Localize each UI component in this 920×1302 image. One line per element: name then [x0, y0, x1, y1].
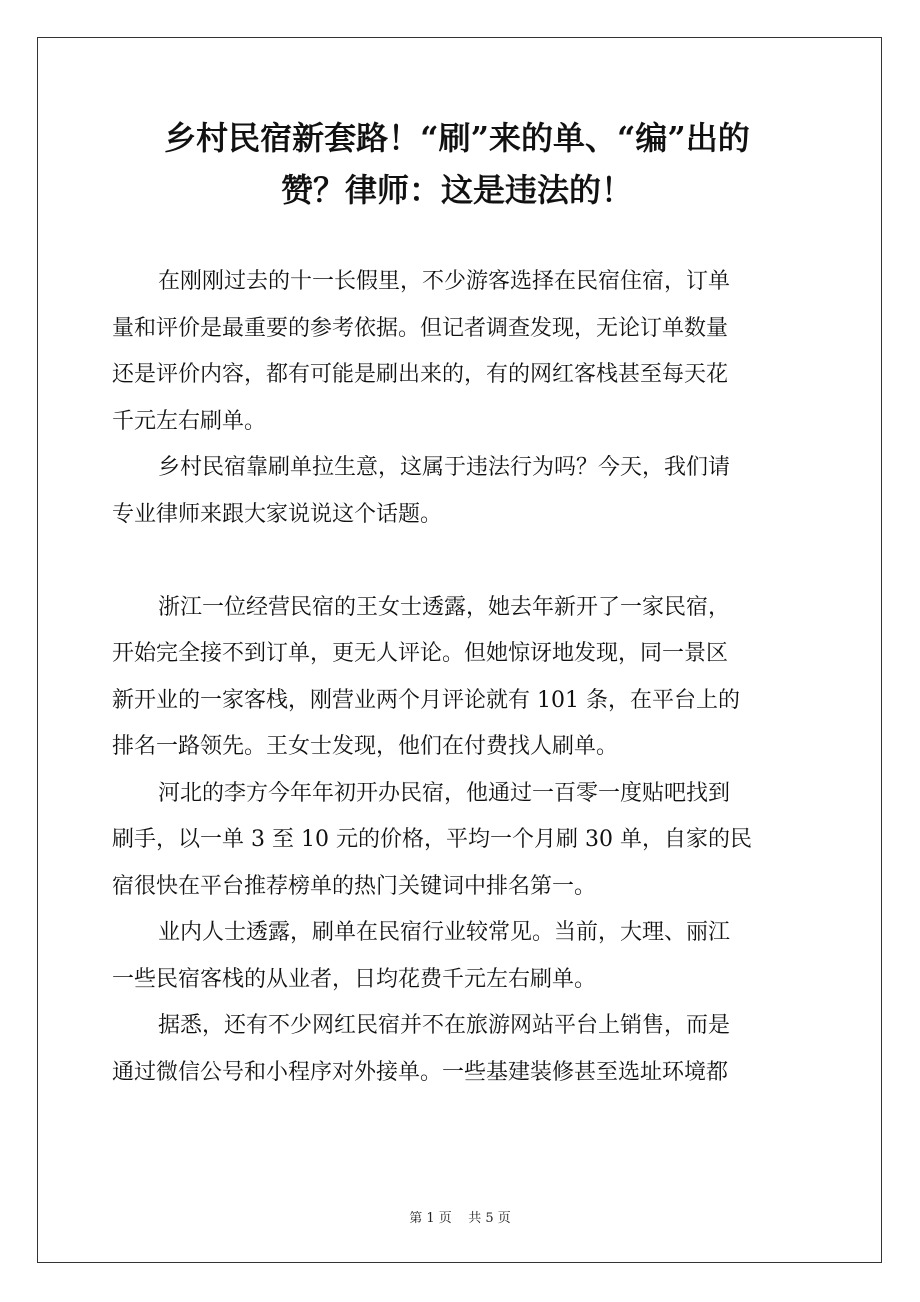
paragraph-line: 浙江一位经营民宿的王女士透露，她去年新开了一家民宿， [158, 594, 731, 620]
page-number-total: 共 5 页 [468, 1211, 511, 1226]
blank-line [112, 538, 804, 585]
title-line-1: 乡村民宿新套路！“刷”来的单、“编”出的 [164, 119, 750, 157]
paragraph-line: 开始完全接不到订单，更无人评论。但她惊讶地发现，同一景区 [112, 641, 729, 666]
paragraph-line: 新开业的一家客栈，刚营业两个月评论就有 101 条，在平台上的 [112, 687, 740, 713]
paragraph-line: 排名一路领先。王女士发现，他们在付费找人刷单。 [112, 734, 619, 759]
paragraph-line: 通过微信公号和小程序对外接单。一些基建装修甚至选址环境都 [112, 1059, 729, 1085]
paragraph-2 [112, 445, 804, 538]
paragraph-line: 据悉，还有不少网红民宿并不在旅游网站平台上销售，而是 [158, 1013, 731, 1038]
paragraph-line: 在刚刚过去的十一长假里，不少游客选择在民宿住宿，订单 [158, 269, 731, 294]
document-title [112, 112, 802, 216]
paragraph-line: 刷手，以一单 3 至 10 元的价格，平均一个月刷 30 单，自家的民 [112, 827, 752, 852]
paragraph-line: 乡村民宿靠刷单拉生意，这属于违法行为吗？今天，我们请 [158, 455, 731, 480]
document-body [112, 259, 804, 1096]
paragraph-6 [112, 1003, 804, 1096]
page-number-current: 第 1 页 [409, 1211, 452, 1226]
paragraph-line: 业内人士透露，刷单在民宿行业较常见。当前，大理、丽江 [158, 920, 731, 945]
paragraph-3 [112, 585, 804, 771]
paragraph-4 [112, 771, 804, 911]
page-footer [0, 1207, 920, 1226]
paragraph-line: 专业律师来跟大家说说这个话题。 [112, 501, 443, 527]
paragraph-line: 还是评价内容，都有可能是刷出来的，有的网红客栈甚至每天花 [112, 362, 729, 387]
paragraph-line: 河北的李方今年年初开办民宿，他通过一百零一度贴吧找到 [158, 780, 731, 806]
title-line-2: 赞？律师：这是违法的！ [280, 171, 633, 209]
paragraph-line: 千元左右刷单。 [112, 408, 267, 434]
paragraph-line: 量和评价是最重要的参考依据。但记者调查发现，无论订单数量 [112, 315, 729, 341]
paragraph-line: 宿很快在平台推荐榜单的热门关键词中排名第一。 [112, 873, 597, 899]
paragraph-line: 一些民宿客栈的从业者，日均花费千元左右刷单。 [112, 966, 597, 992]
paragraph-1 [112, 259, 804, 445]
paragraph-5 [112, 910, 804, 1003]
